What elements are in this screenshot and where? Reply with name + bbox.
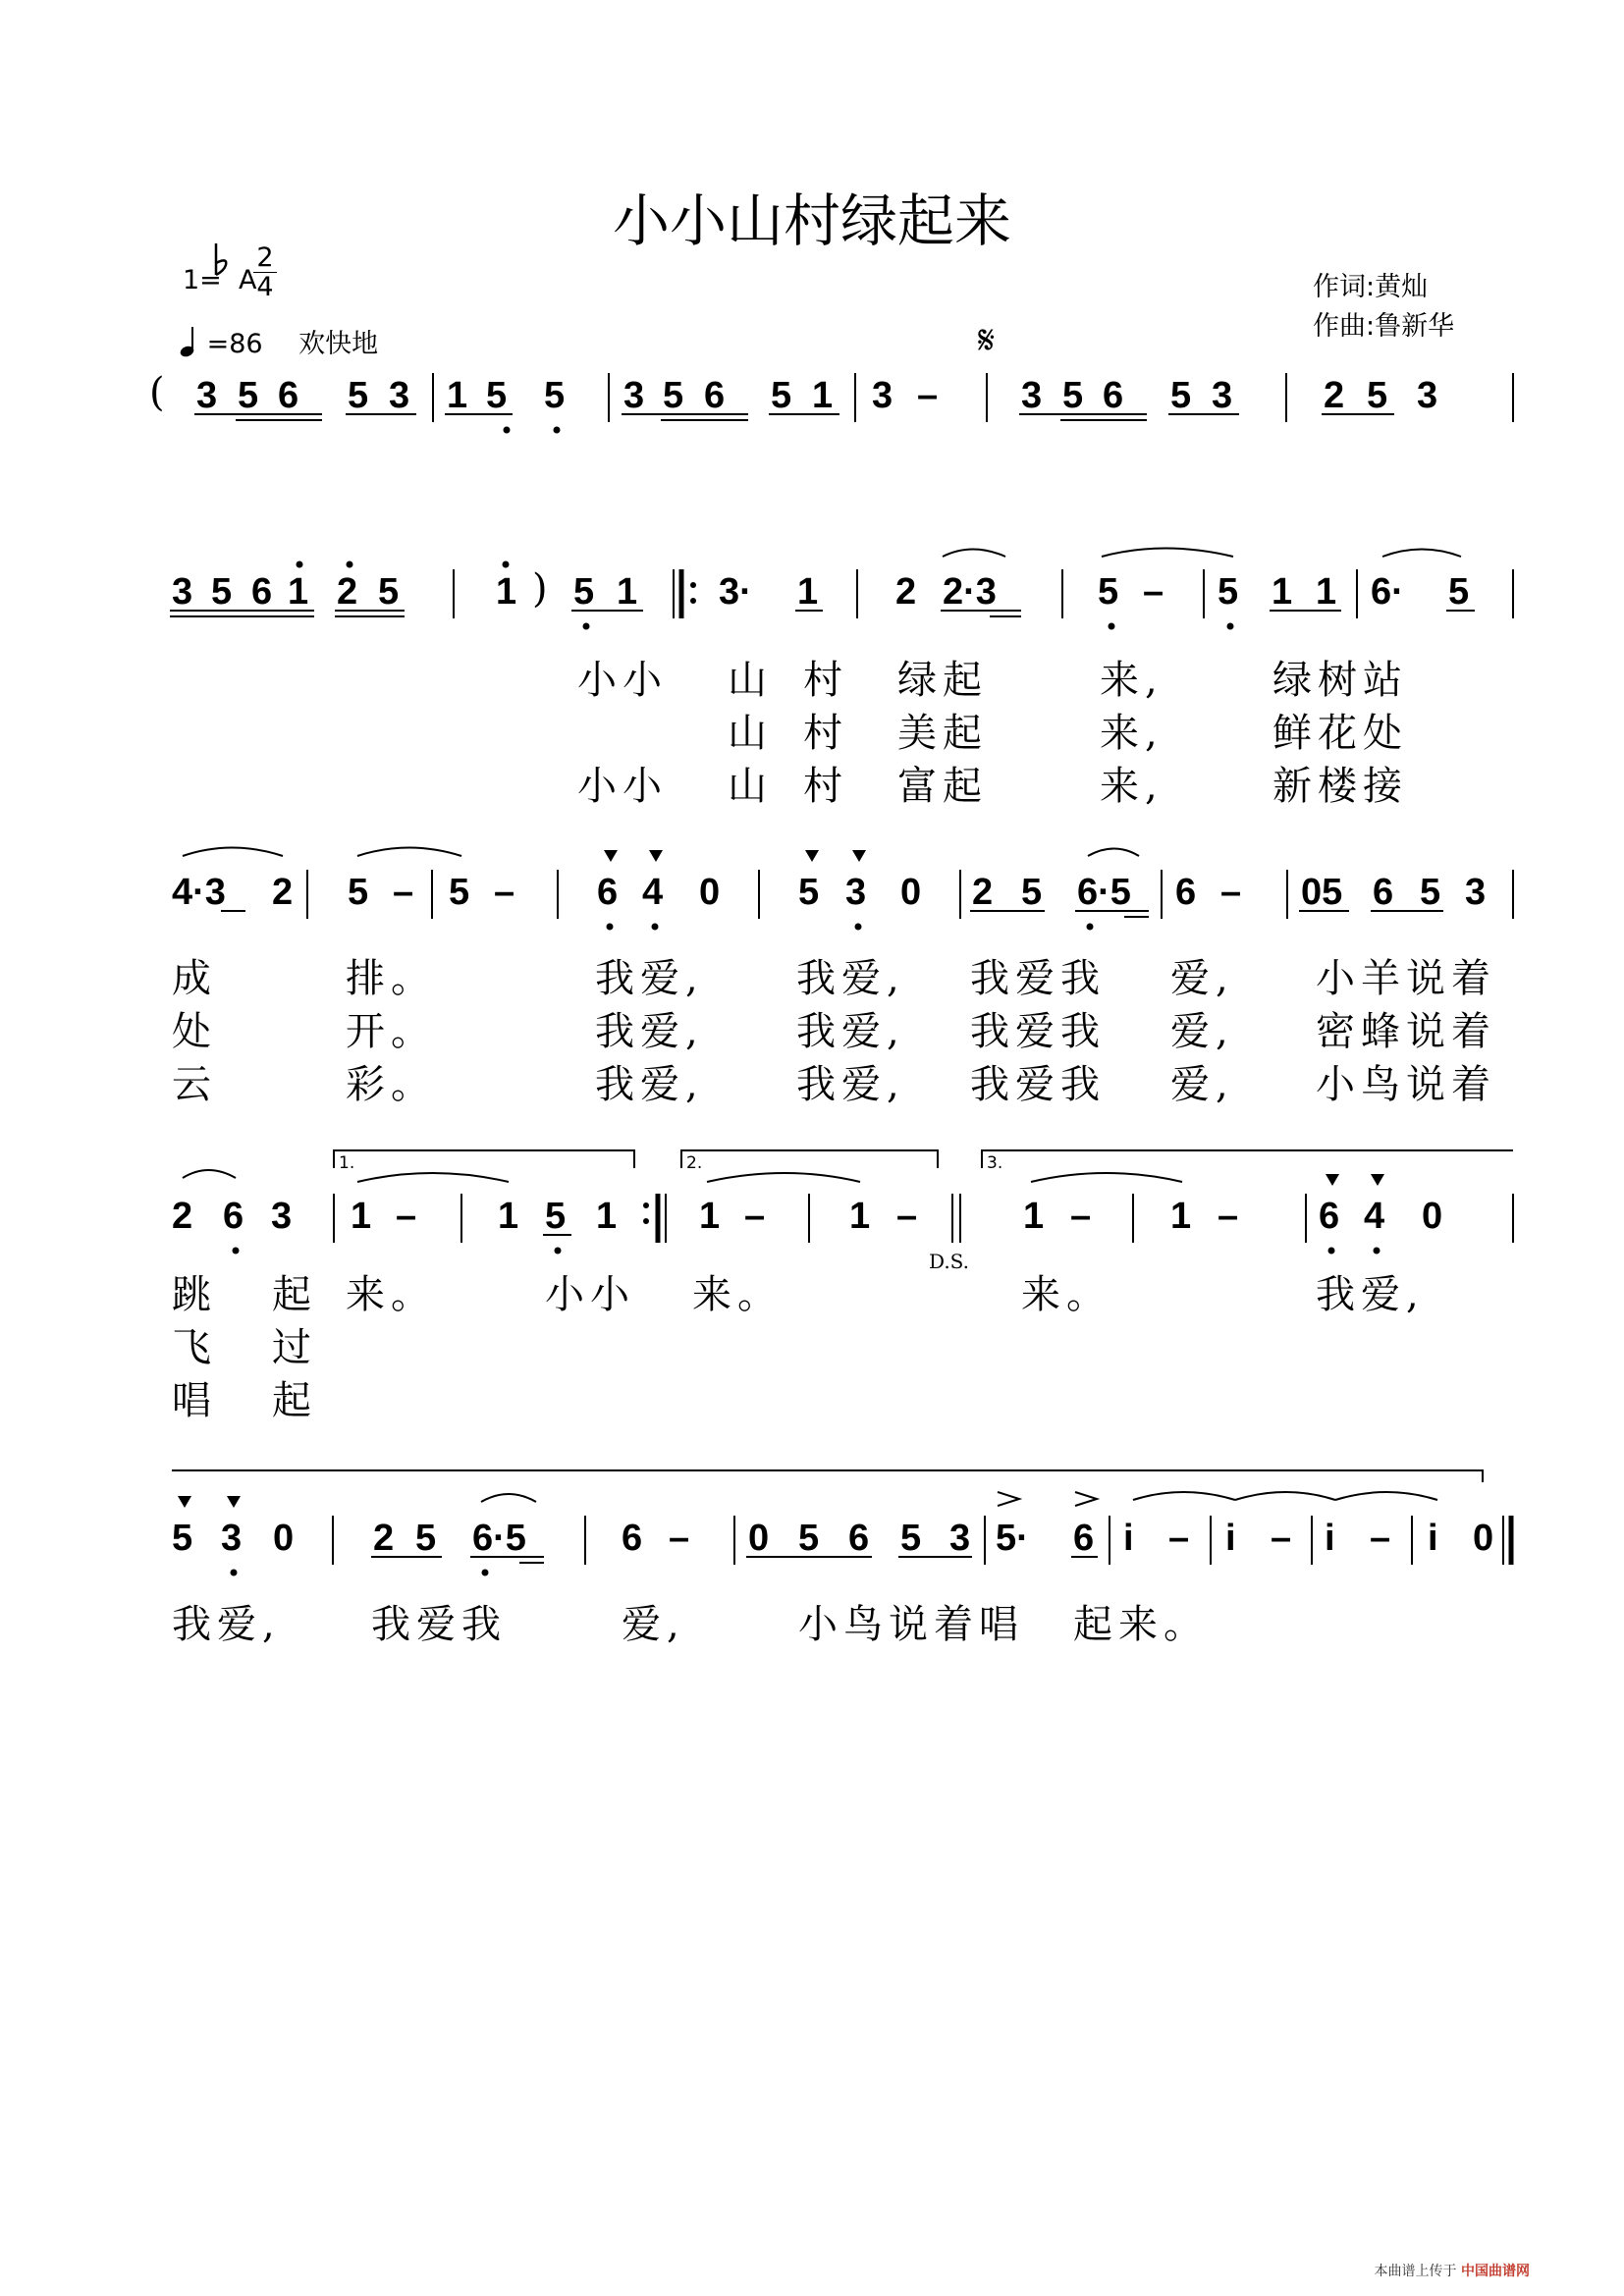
- svg-text:3: 3: [1021, 375, 1043, 416]
- svg-text:3: 3: [1465, 872, 1487, 913]
- lyric-1-3: 村: [803, 658, 848, 703]
- svg-text:–: –: [494, 872, 515, 913]
- lyric-7-5: 来。: [692, 1272, 783, 1317]
- svg-text:5: 5: [1062, 375, 1084, 416]
- lyric-7-6: 来。: [1021, 1272, 1111, 1317]
- lyric-1-4: 绿起: [897, 658, 988, 703]
- volta-2-label: 2.: [686, 1153, 703, 1173]
- svg-text:5: 5: [486, 375, 508, 416]
- lyric-1-2: 山: [728, 658, 773, 703]
- svg-text:1: 1: [596, 1196, 618, 1237]
- svg-text:5: 5: [348, 375, 369, 416]
- svg-text:–: –: [1218, 1196, 1239, 1237]
- svg-text:1: 1: [849, 1196, 871, 1237]
- svg-text:–: –: [917, 375, 939, 416]
- svg-text:–: –: [744, 1196, 766, 1237]
- lyric-8-1: 飞: [172, 1325, 217, 1370]
- svg-text:6: 6: [1103, 375, 1124, 416]
- lyric-10-4: 小鸟说着唱: [798, 1602, 1024, 1647]
- lyric-9-2: 起: [272, 1378, 317, 1423]
- ds-marking: D.S.: [929, 1250, 970, 1273]
- lyric-10-5: 起来。: [1073, 1602, 1209, 1647]
- svg-text:6: 6: [251, 571, 273, 613]
- svg-text:–: –: [1168, 1518, 1190, 1559]
- lyricist-credit: 作词:黄灿: [1313, 272, 1429, 302]
- svg-text:2: 2: [337, 571, 358, 613]
- svg-text:5·: 5·: [996, 1518, 1029, 1559]
- lyric-3-1: 小小: [577, 764, 668, 809]
- lyric-6-7: 小鸟说着: [1316, 1062, 1496, 1107]
- lyric-4-4: 我爱,: [796, 956, 905, 1001]
- svg-text:2: 2: [373, 1518, 395, 1559]
- svg-text:–: –: [1370, 1518, 1391, 1559]
- svg-text:3: 3: [949, 1518, 971, 1559]
- flat-icon: [214, 243, 228, 277]
- open-paren: (: [149, 370, 165, 415]
- svg-text:i: i: [1325, 1518, 1335, 1559]
- svg-text:6: 6: [278, 375, 299, 416]
- segno-icon: 𝄋: [978, 318, 996, 363]
- svg-text:3: 3: [221, 1518, 243, 1559]
- svg-text:5: 5: [1170, 375, 1192, 416]
- lyric-2-4: 美起: [897, 711, 988, 756]
- svg-text:3: 3: [872, 375, 893, 416]
- lyric-1-6: 绿树站: [1272, 658, 1408, 703]
- svg-text:0: 0: [900, 872, 922, 913]
- svg-text:i: i: [1123, 1518, 1134, 1559]
- svg-text:3·: 3·: [719, 571, 752, 613]
- lyric-5-6: 爱,: [1170, 1009, 1234, 1054]
- lyric-5-7: 密蜂说着: [1316, 1009, 1496, 1054]
- svg-text:6: 6: [1319, 1196, 1340, 1237]
- svg-text:1: 1: [812, 375, 834, 416]
- svg-text:1: 1: [447, 375, 468, 416]
- lyric-5-5: 我爱我: [970, 1009, 1106, 1054]
- time-bottom: 4: [256, 272, 274, 302]
- lyric-5-1: 处: [172, 1009, 217, 1054]
- volta-1-label: 1.: [339, 1153, 355, 1173]
- svg-text:5: 5: [449, 872, 470, 913]
- svg-text:1: 1: [288, 571, 309, 613]
- svg-text:5: 5: [415, 1518, 437, 1559]
- expression-mark: 欢快地: [298, 329, 379, 359]
- lyrics-row-1: [577, 658, 1408, 809]
- svg-text:–: –: [1271, 1518, 1292, 1559]
- svg-text:5: 5: [1021, 872, 1043, 913]
- svg-text:05: 05: [1301, 872, 1343, 913]
- svg-text:6·: 6·: [1371, 571, 1404, 613]
- svg-text:6: 6: [1373, 872, 1394, 913]
- svg-text:5: 5: [1367, 375, 1388, 416]
- svg-text:–: –: [1220, 872, 1242, 913]
- lyric-3-6: 新楼接: [1272, 764, 1408, 809]
- lyrics-row-3: [172, 1272, 1425, 1423]
- footer-text: 本曲谱上传于: [1374, 2264, 1457, 2279]
- svg-text:3: 3: [1417, 375, 1438, 416]
- svg-text:2: 2: [272, 872, 294, 913]
- lyric-4-2: 排。: [346, 956, 436, 1001]
- svg-text:5: 5: [771, 375, 792, 416]
- svg-text:2: 2: [1324, 375, 1345, 416]
- lyric-6-4: 我爱,: [796, 1062, 905, 1107]
- svg-text:5: 5: [1448, 571, 1470, 613]
- svg-text:2: 2: [895, 571, 917, 613]
- svg-text:0: 0: [748, 1518, 770, 1559]
- time-top: 2: [256, 242, 274, 273]
- svg-text:1: 1: [351, 1196, 372, 1237]
- lyric-2-5: 来,: [1100, 711, 1164, 756]
- svg-text:5: 5: [172, 1518, 193, 1559]
- lyric-3-3: 村: [803, 764, 848, 809]
- lyric-4-3: 我爱,: [595, 956, 704, 1001]
- svg-text:2·3: 2·3: [943, 571, 997, 613]
- lyric-7-1: 跳: [172, 1272, 217, 1317]
- svg-text:5: 5: [1218, 571, 1239, 613]
- svg-text:6: 6: [1175, 872, 1197, 913]
- lyric-6-6: 爱,: [1170, 1062, 1234, 1107]
- svg-text:1: 1: [1170, 1196, 1192, 1237]
- svg-text:–: –: [396, 1196, 417, 1237]
- lyric-4-7: 小羊说着: [1316, 956, 1496, 1001]
- svg-text:0: 0: [1473, 1518, 1494, 1559]
- svg-text:–: –: [669, 1518, 690, 1559]
- lyrics-row-4: [172, 1602, 1209, 1647]
- lyric-8-2: 过: [272, 1325, 317, 1370]
- svg-text:–: –: [1070, 1196, 1092, 1237]
- svg-text:1: 1: [1272, 571, 1293, 613]
- svg-text:1: 1: [617, 571, 638, 613]
- svg-text:0: 0: [273, 1518, 295, 1559]
- svg-text:5: 5: [238, 375, 259, 416]
- lyric-4-1: 成: [172, 956, 217, 1001]
- svg-text:5: 5: [798, 872, 820, 913]
- svg-text:6: 6: [1073, 1518, 1095, 1559]
- lyric-5-4: 我爱,: [796, 1009, 905, 1054]
- svg-text:4: 4: [1364, 1196, 1385, 1237]
- lyric-6-3: 我爱,: [595, 1062, 704, 1107]
- svg-text:–: –: [1143, 571, 1164, 613]
- svg-text:i: i: [1428, 1518, 1438, 1559]
- svg-text:3: 3: [623, 375, 645, 416]
- svg-text:6·5: 6·5: [1077, 872, 1131, 913]
- lyric-2-3: 村: [803, 711, 848, 756]
- lyric-3-2: 山: [728, 764, 773, 809]
- svg-text:3: 3: [389, 375, 410, 416]
- svg-text:5: 5: [348, 872, 369, 913]
- lyric-7-7: 我爱,: [1316, 1272, 1425, 1317]
- svg-text:i: i: [1225, 1518, 1236, 1559]
- footer-site-link[interactable]: 中国曲谱网: [1461, 2264, 1530, 2279]
- svg-text:5: 5: [211, 571, 233, 613]
- svg-text:6: 6: [597, 872, 619, 913]
- svg-text:1: 1: [498, 1196, 519, 1237]
- svg-text:5: 5: [1098, 571, 1119, 613]
- lyric-10-3: 爱,: [622, 1602, 685, 1647]
- lyric-5-3: 我爱,: [595, 1009, 704, 1054]
- key-label: 1= A: [183, 265, 257, 295]
- svg-text:3: 3: [845, 872, 867, 913]
- tempo-value: =86: [206, 329, 263, 359]
- svg-text:6: 6: [704, 375, 726, 416]
- lyric-10-1: 我爱,: [172, 1602, 281, 1647]
- svg-text:5: 5: [545, 1196, 567, 1237]
- lyric-3-4: 富起: [897, 764, 988, 809]
- lyric-7-4: 小小: [545, 1272, 635, 1317]
- lyric-6-5: 我爱我: [970, 1062, 1106, 1107]
- lyric-3-5: 来,: [1100, 764, 1164, 809]
- lyric-2-6: 鲜花处: [1272, 711, 1408, 756]
- svg-text:5: 5: [798, 1518, 820, 1559]
- svg-text:1: 1: [1316, 571, 1337, 613]
- svg-text:0: 0: [699, 872, 721, 913]
- svg-text:1: 1: [1023, 1196, 1045, 1237]
- lyric-10-2: 我爱我: [371, 1602, 507, 1647]
- lyric-7-3: 来。: [346, 1272, 436, 1317]
- svg-text:4: 4: [642, 872, 664, 913]
- svg-text:1: 1: [797, 571, 819, 613]
- lyric-4-5: 我爱我: [970, 956, 1106, 1001]
- svg-text:–: –: [896, 1196, 918, 1237]
- svg-text:1: 1: [699, 1196, 721, 1237]
- svg-text:3: 3: [1212, 375, 1233, 416]
- svg-text:4·3: 4·3: [172, 872, 226, 913]
- lyric-1-1: 小小: [577, 658, 668, 703]
- footer-credit: [1375, 2261, 1530, 2280]
- svg-text:6: 6: [848, 1518, 870, 1559]
- svg-text:6: 6: [223, 1196, 244, 1237]
- lyric-4-6: 爱,: [1170, 956, 1234, 1001]
- lyric-1-5: 来,: [1100, 658, 1164, 703]
- svg-text:6·5: 6·5: [472, 1518, 526, 1559]
- lyrics-row-2: [172, 956, 1496, 1107]
- svg-text:5: 5: [900, 1518, 922, 1559]
- lyric-2-2: 山: [728, 711, 773, 756]
- lyric-5-2: 开。: [346, 1009, 436, 1054]
- svg-text:0: 0: [1422, 1196, 1443, 1237]
- svg-text:5: 5: [544, 375, 566, 416]
- svg-text:5: 5: [378, 571, 400, 613]
- lyric-7-2: 起: [272, 1272, 317, 1317]
- close-paren: ): [532, 566, 548, 612]
- svg-text:5: 5: [1420, 872, 1441, 913]
- svg-text:3: 3: [271, 1196, 293, 1237]
- svg-text:3: 3: [196, 375, 218, 416]
- svg-text:3: 3: [172, 571, 193, 613]
- composer-credit: 作曲:鲁新华: [1313, 311, 1455, 342]
- svg-text:6: 6: [622, 1518, 643, 1559]
- lyric-6-1: 云: [172, 1062, 217, 1107]
- svg-text:5: 5: [573, 571, 595, 613]
- svg-text:1: 1: [496, 571, 517, 613]
- svg-text:5: 5: [663, 375, 684, 416]
- svg-text:2: 2: [172, 1196, 193, 1237]
- svg-text:2: 2: [972, 872, 994, 913]
- svg-text:–: –: [393, 872, 414, 913]
- song-title: 小小山村绿起来: [612, 187, 1011, 254]
- lyric-9-1: 唱: [172, 1378, 217, 1423]
- volta-3-label: 3.: [987, 1153, 1003, 1173]
- lyric-6-2: 彩。: [346, 1062, 436, 1107]
